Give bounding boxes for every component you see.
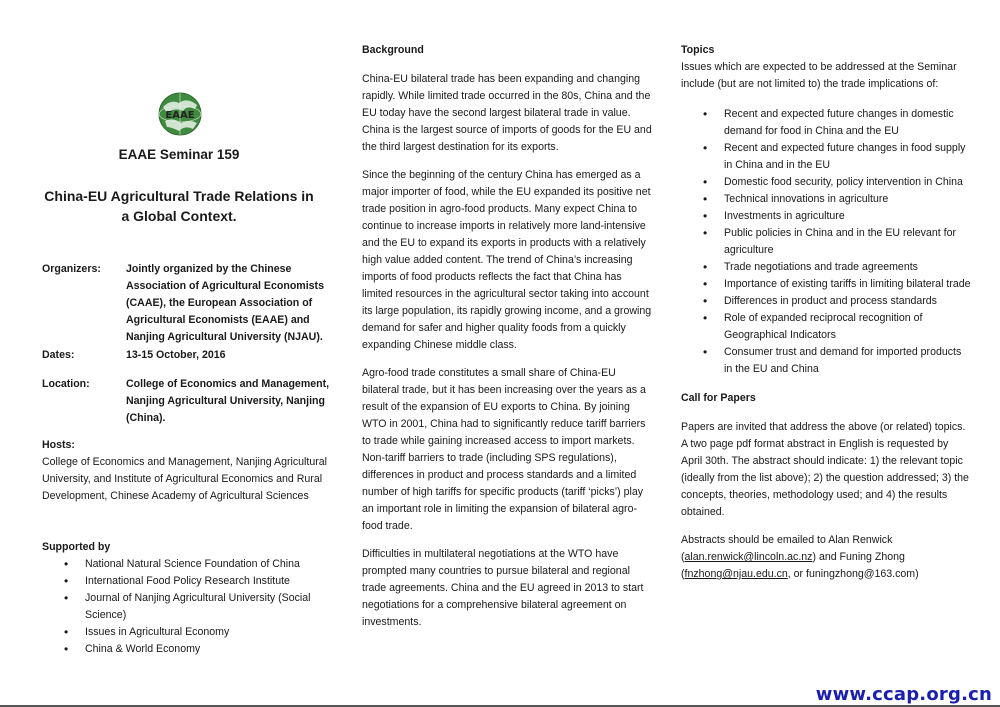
topics-list [681,106,971,378]
list-item: • National Natural Science Foundation of China [42,556,332,573]
list-item: • Trade negotiations and trade agreements [681,259,971,276]
background-paragraph-1: China-EU bilateral trade has been expanding and changing rapidly. While limited trade occurred in the 80s, China and the EU today have the second largest bilateral trade in value. China is the largest source of imports of goods for the EU and the third largest destination for its exports. [362,73,652,153]
background-paragraph-2: Since the beginning of the century China has emerged as a major importer of food, while the EU expanded its positive net trade position in agro-food products. Many expect China to continue to increase imports in relatively more land-intensive and the EU to expand its exports in products with a relatively high value added content. The trend of China’s increasing imports of food products reflects the fact that China has limited resources in the agricultural sector taking into account its large population, its rapidly growing income, and a growing demand for safer and higher quality foods from a quickly expanding Chinese middle class. [362,169,652,351]
background-paragraph-4: Difficulties in multilateral negotiations at the WTO have prompted many countries to pursue bilateral and regional trade agreements. China and the EU agreed in 2013 to start negotiations for a comprehensive bilateral agreement on investments. [362,548,644,628]
call-for-papers-heading: Call for Papers [681,392,756,404]
list-item: • Domestic food security, policy intervention in China [681,174,971,191]
list-item: • Recent and expected future changes in food supply in China and in the EU [681,140,971,174]
list-item: • Journal of Nanjing Agricultural University (Social Science) [42,590,332,624]
list-item: • Issues in Agricultural Economy [42,624,332,641]
hosts-heading: Hosts: [42,439,75,451]
supporters-list [42,556,332,658]
topics-intro: Issues which are expected to be addressed at the Seminar include (but are not limited to) the trade implications of: [681,61,957,90]
location-row [42,376,342,427]
dates-label: Dates: [42,349,75,361]
list-item: • Public policies in China and in the EU relevant for agriculture [681,225,971,259]
organizers-label: Organizers: [42,263,101,275]
background-paragraph-3: Agro-food trade constitutes a small share of China-EU bilateral trade, but it has been increasing over the years as a result of the expansion of EU exports to China. By joining WTO in 2001, China had to significantly reduce tariff barriers to trade while gaining increased access to import markets. Non-tariff barriers to trade (including SPS regulations), differences in product and process standards and a limited number of high tariffs for specific products (tariff ‘picks’) play an important role in limiting the expansion of bilateral agro-food trade. [362,367,646,532]
hosts-section [42,437,332,505]
topics-heading: Topics [681,44,715,56]
email-link-zhong[interactable]: fnzhong@njau.edu.cn [684,568,788,580]
list-item: • Differences in product and process standards [681,293,971,310]
svg-text:EAAE: EAAE [165,110,195,121]
globe-icon [157,91,203,137]
background-heading: Background [362,44,424,56]
list-item: • Recent and expected future changes in domestic demand for food in China and the EU [681,106,971,140]
list-item: • Investments in agriculture [681,208,971,225]
topics-section [681,42,971,583]
dates-value: 13-15 October, 2016 [126,349,226,361]
hosts-text: College of Economics and Management, Nanjing Agricultural University, and Institute of Agricultural Economics and Rural Development, Chinese Academy of Agricultural Sciences [42,456,328,502]
list-item: • Consumer trust and demand for imported products in the EU and China [681,344,971,378]
list-item: • China & World Economy [42,641,332,658]
contact-text [681,532,971,583]
main-title [0,186,358,226]
contact-prefix: Abstracts should be emailed to Alan Renwick ( [681,534,893,563]
list-item: • Role of expanded reciprocal recognition of Geographical Indicators [681,310,971,344]
seminar-title: EAAE Seminar 159 [118,147,240,162]
list-item: • Technical innovations in agriculture [681,191,971,208]
main-title-line-1: China-EU Agricultural Trade Relations in [44,188,314,204]
list-item: • Importance of existing tariffs in limiting bilateral trade [681,276,971,293]
eaae-logo [157,91,203,137]
watermark: www.ccap.org.cn [815,684,992,705]
contact-suffix: , or funingzhong@163.com) [787,568,919,580]
supported-by-section [42,539,332,658]
email-link-renwick[interactable]: alan.renwick@lincoln.ac.nz [684,551,813,563]
background-section [362,42,652,631]
dates-row [42,347,342,364]
supported-by-heading: Supported by [42,541,111,553]
organizers-row [42,261,342,346]
location-value: College of Economics and Management, Nanjing Agricultural University, Nanjing (China). [126,378,330,424]
location-label: Location: [42,378,90,390]
organizers-value: Jointly organized by the Chinese Association of Agricultural Economists (CAAE), the European Association of Agricultural Economists (EAAE) and Nanjing Agricultural University (NJAU). [126,263,324,343]
contact-mid: ) and Funing Zhong ( [681,551,905,580]
call-for-papers-text: Papers are invited that address the above (or related) topics. A two page pdf format abstract in English is requested by April 30th. The abstract should indicate: 1) the relevant topic (ideally from the list above); 2) the question addressed; 3) the concepts, theories, methodology used; and 4) the results obtained. [681,421,969,518]
main-title-line-2: a Global Context. [121,208,237,224]
list-item: • International Food Policy Research Institute [42,573,332,590]
